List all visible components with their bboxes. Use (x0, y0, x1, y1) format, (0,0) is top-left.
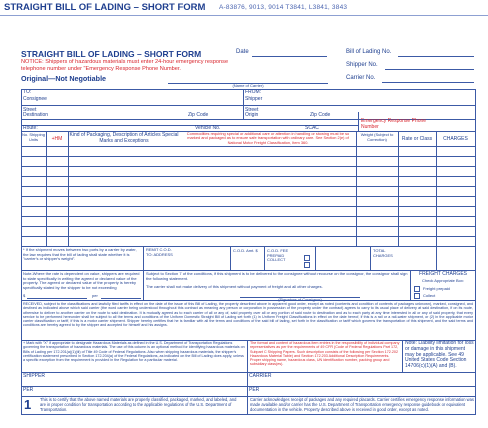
freight-prepaid-label: Freight prepaid (423, 286, 450, 291)
col-header-kind: Kind of Packaging, Description of Articles Special Marks and Exceptions (69, 132, 179, 144)
carrier-per-label: PER (249, 387, 260, 393)
shipper-signature-label: SHIPPER (23, 373, 45, 379)
from-label: FROM: (245, 89, 262, 95)
shipper-no-field[interactable] (385, 61, 474, 69)
value-dollar-label: $ (23, 293, 26, 298)
carrier-no-label: Carrier No. (346, 75, 376, 81)
col-header-weight: Weight (Subject to Correction) (360, 132, 394, 142)
shipper-per-label: PER (23, 387, 34, 393)
emergency-phone-label: Emergency Response Phone Number (361, 118, 427, 130)
route-label: Route: (23, 125, 38, 131)
shipper-zip-label: Zip Code (310, 112, 331, 118)
shipment-weight-note: * If the shipment moves between two ports by a carrier by water, the law requires that the bill of lading shall state whether it is "carrier's or shipper's weight". (23, 247, 137, 262)
consignor-signature-caption: (Signature of Consignor) (278, 297, 322, 302)
street-label: Street (23, 107, 37, 113)
cod-amount-label: C.O.D. Amt. $ (233, 248, 258, 253)
to-label: TO: (23, 89, 32, 95)
carrier-signature-label: CARRIER (249, 373, 272, 379)
date-label: Date (236, 49, 249, 55)
hazmat-mark-note: + Mark with "X" if appropriate to designate Hazardous Materials as defined in the U.S. Department of Transportation Regulations governing the transportation of hazardous materials. The use of this column is an optional method for identifying hazardous materials on Bills of Lading per 172.201(a)(1)(iii) of Title 49 Code of Federal Regulations. Also when shipping hazardous materials, the shipper's certification statement prescribed in Section 172.204(a) of the Federal Regulations, as indicated on the Bill of Lading does apply, unless a specific exception from the requirement is provided in the Regulation for a particular material. (23, 341, 245, 363)
destination-label: Destination (23, 112, 49, 118)
zip-code-label: Zip Code (188, 112, 209, 118)
page-title: STRAIGHT BILL OF LADING – SHORT FORM (4, 2, 206, 13)
value-note: Note-Where the rate is dependent on value, shippers are required to state specifically in writing the agreed or declared value of the property. The agreed or declared value of the property is hereby specifically stated by the shipper to be not exceeding (23, 271, 140, 290)
liability-note: Note: Liability limitation for loss or damage in this shipment may be applicable. See 49 United States Code Section 14706(c)(1)(A) and (B). (405, 340, 474, 370)
shipper-certification: This is to certify that the above named materials are properly classified, packaged, marked, and labeled, and are in proper condition for transportation according to the applicable regulations of the U.S. Department of Transportation. (40, 397, 237, 412)
col-header-rate: Rate or Class (401, 136, 433, 142)
total-charges-label: TOTAL CHARGES (373, 248, 393, 258)
carrier-certification: Carrier acknowledges receipt of packages and any required placards. Carrier certifies emergency response information was made available and/or carrier has the U.S. Department of Transportation emergency response guidebook or equivalent documentation in the vehicle. Property described above is received in good order, except as noted. (250, 397, 474, 412)
col-header-units: No. Shipping Units (22, 132, 45, 142)
section-7-text: Subject to Section 7 of the conditions, if this shipment is to be delivered to the consignee without recourse on the consignor, the consignor shall sign the following statement. (146, 271, 408, 281)
carrier-no-field[interactable] (382, 74, 474, 82)
shipper-no-label: Shipper No. (346, 62, 378, 68)
original-not-negotiable: Original—Not Negotiable (21, 74, 107, 83)
carrier-name-field[interactable] (168, 74, 328, 83)
scac-label: SCAC (305, 125, 319, 131)
shipper-street-label: Street (245, 107, 259, 113)
col-header-hm: +HM (51, 136, 63, 142)
value-per-label: per (92, 293, 98, 298)
copy-number: 1 (24, 397, 32, 412)
commodities-note: Commodities requiring special or additional care or attention in handling or stowing must be so marked and packaged as to ensure safe transportation with ordinary care. See Section 2(e) of National Motor Freight Classification, Item 360. (186, 131, 350, 145)
remit-cod-label: REMIT C.O.D. TO: ADDRESS (146, 247, 173, 257)
bill-of-lading-field[interactable] (398, 48, 474, 56)
carrier-name-caption: (Name of Carrier) (232, 83, 264, 88)
origin-label: Origin (245, 112, 259, 118)
carrier-statement: The carrier shall not make delivery of this shipment without payment of freight and all other charges. (146, 284, 323, 289)
shipper-label: Shipper (245, 96, 263, 102)
col-header-charges: CHARGES (443, 136, 468, 142)
vehicle-no-label: Vehicle No. (195, 125, 221, 131)
freight-charges-title: FREIGHT CHARGES (419, 271, 467, 277)
form-frame (21, 89, 476, 415)
consignee-label: Consignee (23, 96, 47, 102)
form-title: STRAIGHT BILL OF LADING – SHORT FORM (21, 49, 202, 59)
bill-of-lading-label: Bill of Lading No. (346, 49, 392, 55)
form-numbers: A-83876, 9013, 9014 T3841, L3841, 3843 (219, 4, 348, 11)
collect-label: Collect (423, 293, 436, 298)
hazmat-notice: NOTICE: Shippers of hazardous materials must enter 24-hour emergency response telephone number under "Emergency Response Phone Number. (21, 59, 229, 72)
format-content-note: The format and content of hazardous item entries in the responsibility of individual company representatives as per the requirements of 49 CFR (Code of Federal Regulations Part 172, Subpart C Shipping Papers. Such description consists of the following per Section 172.202 Hazardous Material Table) and Section 172.203 Additional Description Requirements. Proper shipping name, hazardous class, UN identification number, packing group and subsidiary class(es). (250, 341, 400, 367)
check-box-label: Check Appropriate Box: (421, 278, 465, 283)
received-terms: RECEIVED, subject to the classifications and lawfully filed tariffs in effect on the date of the issue of this Bill of Lading, the property described above in apparent good order, except as noted (contents and condition of contents of packages unknown), marked, consigned, and destined as indicated above which said carrier (the word carrier being understood throughout this contract as meaning any person or corporation in possession of the property under the contract) agrees to carry to its usual place of delivery at said destination, if on its route, otherwise to deliver to another carrier on the route to said destination. It is mutually agreed as to each carrier of all or any of, said property over all or any portion of said route to destination and as to each party at any time interested in all or any of said property, that every service to be performed hereunder shall be subject to all the terms and conditions of the Uniform Domestic Straight Bill of Lading set forth (1) in Uniform Freight Classifications in effect on the date hereof, if this is a rail or a rail-water shipment, or (2) in the applicable motor carrier classification or tariff, if this is a motor carrier shipment. Shipper hereby certifies that he is familiar with all the terms and conditions of the said bill of lading, set forth in the classification or tariff which governs the transportation of this shipment, and the said terms and conditions are hereby agreed to by the shipper and accepted for himself and his assigns. (23, 302, 473, 328)
cod-fee-label: C.O.D. FEE PREPAID COLLECT (267, 248, 289, 263)
